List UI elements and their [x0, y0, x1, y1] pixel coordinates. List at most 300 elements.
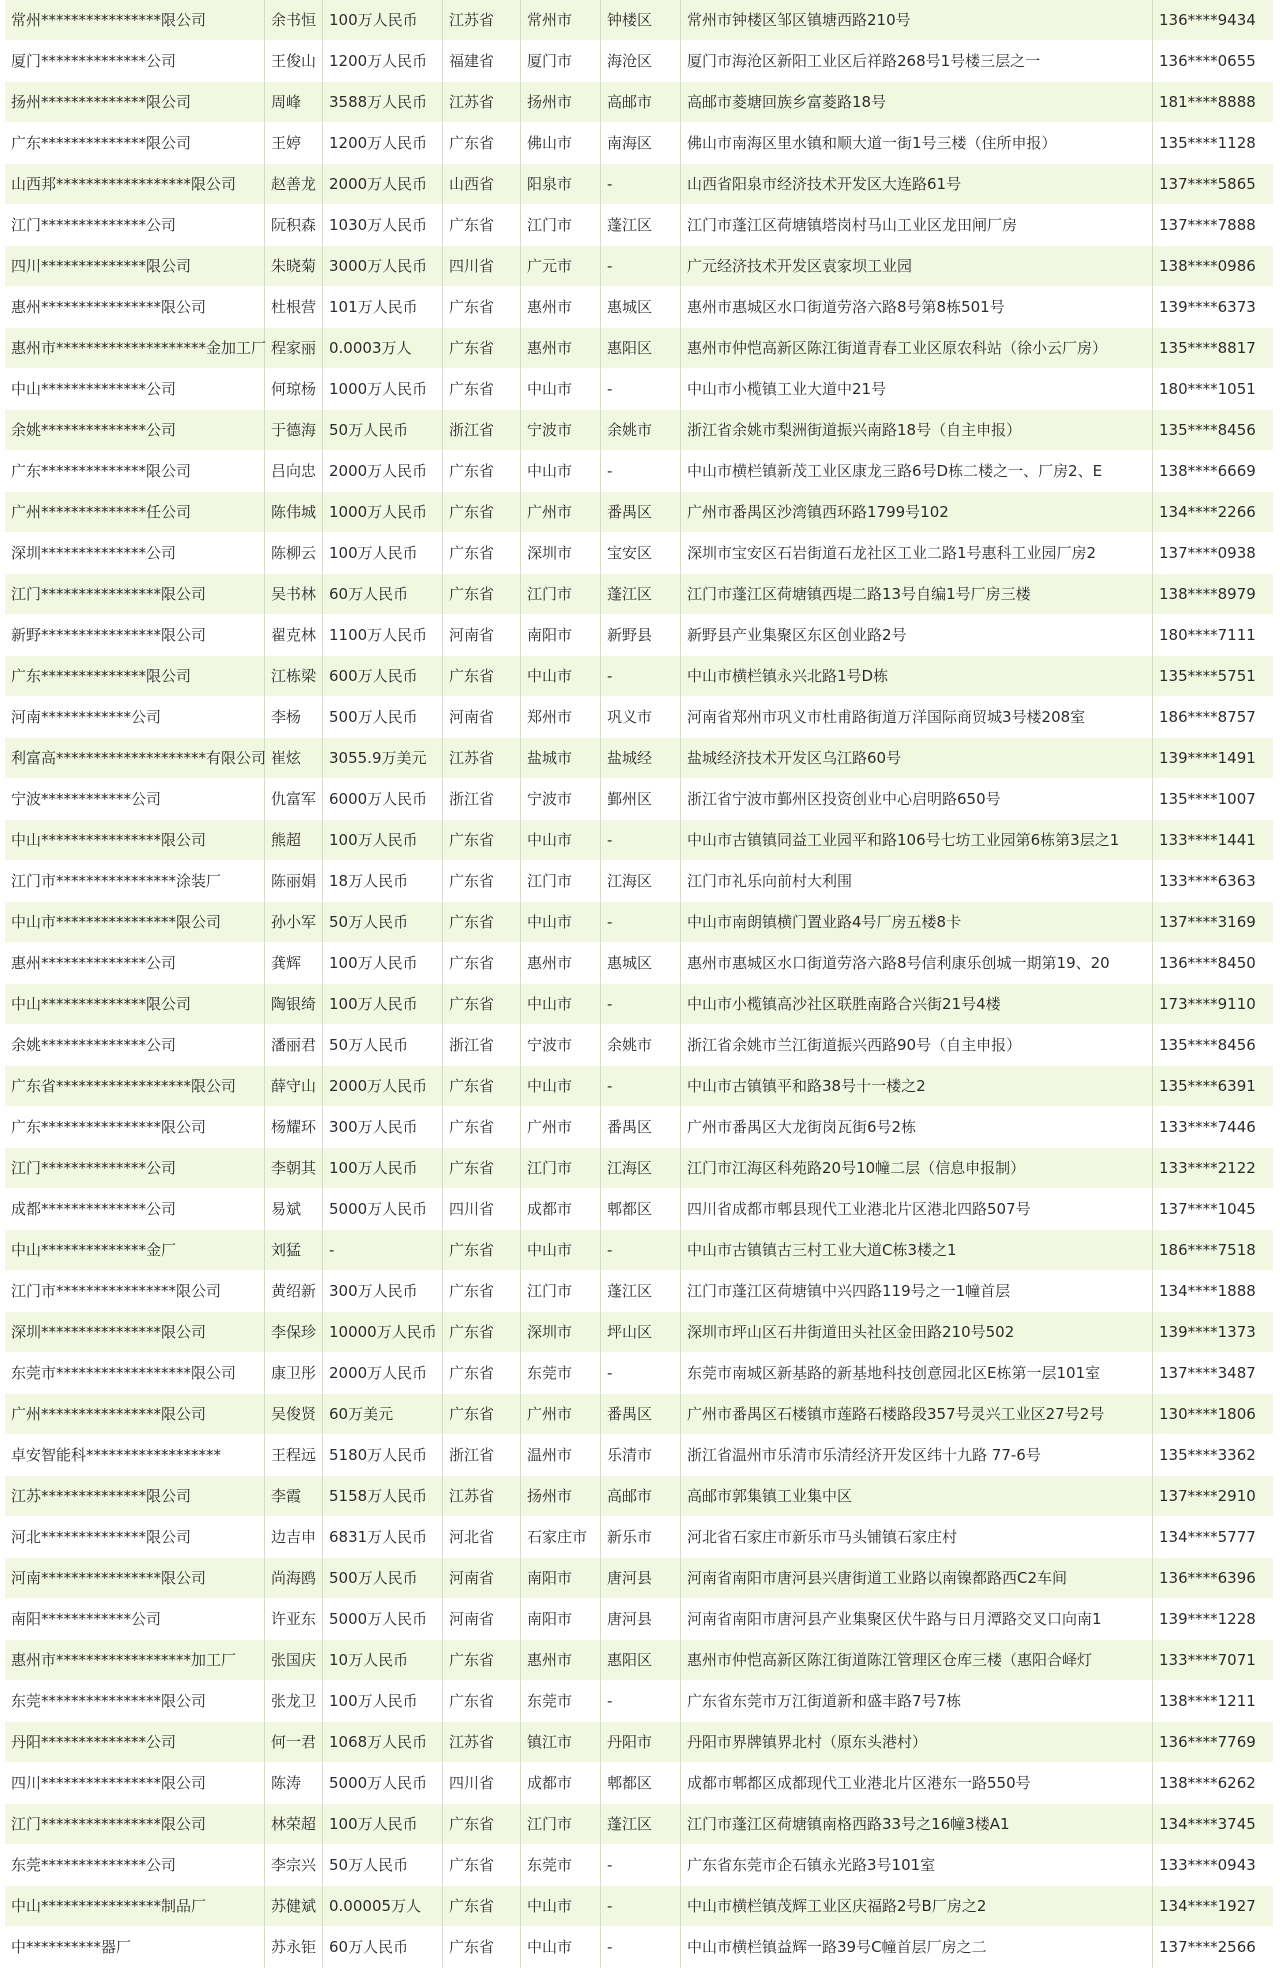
registered-capital-cell: 10000万人民币 — [323, 1312, 443, 1353]
legal-representative-cell: 边吉申 — [265, 1517, 323, 1558]
city-cell: 中山市 — [521, 984, 601, 1025]
phone-cell: 133****0943 — [1153, 1845, 1273, 1886]
phone-cell: 135****1007 — [1153, 779, 1273, 820]
address-cell: 东莞市南城区新基路的新基地科技创意园北区E栋第一层101室 — [681, 1353, 1153, 1394]
registered-capital-cell: 100万人民币 — [323, 984, 443, 1025]
phone-cell: 136****0655 — [1153, 41, 1273, 82]
legal-representative-cell: 张龙卫 — [265, 1681, 323, 1722]
address-cell: 广州市番禺区石楼镇市莲路石楼路段357号灵兴工业区27号2号 — [681, 1394, 1153, 1435]
table-row — [5, 410, 1273, 451]
registered-capital-cell: 6000万人民币 — [323, 779, 443, 820]
company-name-cell: 四川****************限公司 — [5, 1763, 265, 1804]
company-name-cell: 江门**************公司 — [5, 205, 265, 246]
city-cell: 成都市 — [521, 1189, 601, 1230]
registered-capital-cell: 1000万人民币 — [323, 369, 443, 410]
city-cell: 中山市 — [521, 451, 601, 492]
table-row — [5, 41, 1273, 82]
company-name-cell: 余姚**************公司 — [5, 410, 265, 451]
table-row — [5, 1722, 1273, 1763]
company-name-cell: 中山市****************限公司 — [5, 902, 265, 943]
table-row — [5, 615, 1273, 656]
legal-representative-cell: 许亚东 — [265, 1599, 323, 1640]
province-cell: 广东省 — [443, 1230, 521, 1271]
address-cell: 惠州市惠城区水口街道劳洛六路8号信利康乐创城一期第19、20 — [681, 943, 1153, 984]
legal-representative-cell: 龚辉 — [265, 943, 323, 984]
province-cell: 广东省 — [443, 656, 521, 697]
province-cell: 广东省 — [443, 1804, 521, 1845]
city-cell: 深圳市 — [521, 1312, 601, 1353]
table-row — [5, 943, 1273, 984]
phone-cell: 137****5865 — [1153, 164, 1273, 205]
phone-cell: 136****6396 — [1153, 1558, 1273, 1599]
table-row — [5, 1066, 1273, 1107]
registered-capital-cell: 1030万人民币 — [323, 205, 443, 246]
table-row — [5, 1271, 1273, 1312]
table-row — [5, 697, 1273, 738]
district-cell: - — [601, 369, 681, 410]
address-cell: 浙江省余姚市梨洲街道振兴南路18号（自主申报） — [681, 410, 1153, 451]
city-cell: 江门市 — [521, 1148, 601, 1189]
registered-capital-cell: 100万人民币 — [323, 533, 443, 574]
registered-capital-cell: 5158万人民币 — [323, 1476, 443, 1517]
district-cell: - — [601, 984, 681, 1025]
district-cell: 蓬江区 — [601, 205, 681, 246]
address-cell: 山西省阳泉市经济技术开发区大连路61号 — [681, 164, 1153, 205]
province-cell: 广东省 — [443, 1394, 521, 1435]
address-cell: 中山市南朗镇横门置业路4号厂房五楼8卡 — [681, 902, 1153, 943]
company-name-cell: 深圳**************公司 — [5, 533, 265, 574]
company-name-cell: 广东省******************限公司 — [5, 1066, 265, 1107]
phone-cell: 134****5777 — [1153, 1517, 1273, 1558]
company-name-cell: 扬州**************限公司 — [5, 82, 265, 123]
company-name-cell: 南阳************公司 — [5, 1599, 265, 1640]
city-cell: 江门市 — [521, 861, 601, 902]
registered-capital-cell: 0.00005万人 — [323, 1886, 443, 1927]
legal-representative-cell: 易斌 — [265, 1189, 323, 1230]
table-row — [5, 574, 1273, 615]
province-cell: 广东省 — [443, 287, 521, 328]
province-cell: 广东省 — [443, 1066, 521, 1107]
province-cell: 河南省 — [443, 1599, 521, 1640]
company-name-cell: 卓安智能科****************** — [5, 1435, 265, 1476]
district-cell: 盐城经 — [601, 738, 681, 779]
company-name-cell: 成都**************公司 — [5, 1189, 265, 1230]
address-cell: 江门市江海区科苑路20号10幢二层（信息申报制） — [681, 1148, 1153, 1189]
province-cell: 江苏省 — [443, 738, 521, 779]
district-cell: 惠阳区 — [601, 328, 681, 369]
registered-capital-cell: 300万人民币 — [323, 1107, 443, 1148]
address-cell: 中山市横栏镇新茂工业区康龙三路6号D栋二楼之一、厂房2、E — [681, 451, 1153, 492]
province-cell: 江苏省 — [443, 1722, 521, 1763]
province-cell: 广东省 — [443, 533, 521, 574]
address-cell: 中山市横栏镇益辉一路39号C幢首层厂房之二 — [681, 1927, 1153, 1968]
district-cell: 番禺区 — [601, 492, 681, 533]
company-name-cell: 广州**************任公司 — [5, 492, 265, 533]
province-cell: 四川省 — [443, 1763, 521, 1804]
legal-representative-cell: 薛守山 — [265, 1066, 323, 1107]
city-cell: 厦门市 — [521, 41, 601, 82]
address-cell: 河南省南阳市唐河县产业集聚区伏牛路与日月潭路交叉口向南1 — [681, 1599, 1153, 1640]
district-cell: - — [601, 1927, 681, 1968]
legal-representative-cell: 于德海 — [265, 410, 323, 451]
legal-representative-cell: 赵善龙 — [265, 164, 323, 205]
company-name-cell: 江门**************公司 — [5, 1148, 265, 1189]
province-cell: 江苏省 — [443, 82, 521, 123]
address-cell: 河北省石家庄市新乐市马头铺镇石家庄村 — [681, 1517, 1153, 1558]
province-cell: 广东省 — [443, 1271, 521, 1312]
province-cell: 广东省 — [443, 451, 521, 492]
address-cell: 中山市古镇镇古三村工业大道C栋3楼之1 — [681, 1230, 1153, 1271]
city-cell: 广州市 — [521, 1394, 601, 1435]
legal-representative-cell: 阮积森 — [265, 205, 323, 246]
table-row — [5, 328, 1273, 369]
phone-cell: 137****1045 — [1153, 1189, 1273, 1230]
phone-cell: 136****8450 — [1153, 943, 1273, 984]
city-cell: 广州市 — [521, 1107, 601, 1148]
phone-cell: 186****7518 — [1153, 1230, 1273, 1271]
legal-representative-cell: 朱晓菊 — [265, 246, 323, 287]
phone-cell: 134****1927 — [1153, 1886, 1273, 1927]
phone-cell: 135****5751 — [1153, 656, 1273, 697]
address-cell: 中山市横栏镇永兴北路1号D栋 — [681, 656, 1153, 697]
legal-representative-cell: 吴书林 — [265, 574, 323, 615]
company-name-cell: 广东**************限公司 — [5, 451, 265, 492]
company-name-cell: 广东**************限公司 — [5, 656, 265, 697]
address-cell: 常州市钟楼区邹区镇塘西路210号 — [681, 0, 1153, 41]
phone-cell: 138****6262 — [1153, 1763, 1273, 1804]
registered-capital-cell: 2000万人民币 — [323, 164, 443, 205]
address-cell: 广州市番禺区大龙街岗瓦街6号2栋 — [681, 1107, 1153, 1148]
province-cell: 河南省 — [443, 1558, 521, 1599]
city-cell: 盐城市 — [521, 738, 601, 779]
address-cell: 中山市古镇镇平和路38号十一楼之2 — [681, 1066, 1153, 1107]
registered-capital-cell: 1100万人民币 — [323, 615, 443, 656]
province-cell: 广东省 — [443, 492, 521, 533]
city-cell: 东莞市 — [521, 1845, 601, 1886]
phone-cell: 139****1373 — [1153, 1312, 1273, 1353]
table-row — [5, 861, 1273, 902]
company-name-cell: 东莞**************公司 — [5, 1845, 265, 1886]
phone-cell: 136****7769 — [1153, 1722, 1273, 1763]
registered-capital-cell: 50万人民币 — [323, 1025, 443, 1066]
phone-cell: 138****6669 — [1153, 451, 1273, 492]
province-cell: 江苏省 — [443, 0, 521, 41]
registered-capital-cell: 0.0003万人 — [323, 328, 443, 369]
table-row — [5, 451, 1273, 492]
phone-cell: 133****1441 — [1153, 820, 1273, 861]
address-cell: 盐城经济技术开发区乌江路60号 — [681, 738, 1153, 779]
legal-representative-cell: 仇富军 — [265, 779, 323, 820]
phone-cell: 137****0938 — [1153, 533, 1273, 574]
district-cell: 郫都区 — [601, 1763, 681, 1804]
address-cell: 四川省成都市郫县现代工业港北片区港北四路507号 — [681, 1189, 1153, 1230]
province-cell: 浙江省 — [443, 410, 521, 451]
company-name-cell: 广东****************限公司 — [5, 1107, 265, 1148]
province-cell: 广东省 — [443, 574, 521, 615]
legal-representative-cell: 张国庆 — [265, 1640, 323, 1681]
company-name-cell: 江门市****************涂装厂 — [5, 861, 265, 902]
table-row — [5, 1558, 1273, 1599]
district-cell: 唐河县 — [601, 1599, 681, 1640]
district-cell: 新乐市 — [601, 1517, 681, 1558]
address-cell: 成都市郫都区成都现代工业港北片区港东一路550号 — [681, 1763, 1153, 1804]
city-cell: 广元市 — [521, 246, 601, 287]
phone-cell: 186****8757 — [1153, 697, 1273, 738]
company-name-cell: 惠州市********************金加工厂 — [5, 328, 265, 369]
district-cell: - — [601, 1066, 681, 1107]
phone-cell: 133****7071 — [1153, 1640, 1273, 1681]
district-cell: 番禺区 — [601, 1394, 681, 1435]
address-cell: 广元经济技术开发区袁家坝工业园 — [681, 246, 1153, 287]
table-row — [5, 287, 1273, 328]
company-name-cell: 江门****************限公司 — [5, 1804, 265, 1845]
district-cell: 南海区 — [601, 123, 681, 164]
phone-cell: 133****6363 — [1153, 861, 1273, 902]
city-cell: 江门市 — [521, 1271, 601, 1312]
address-cell: 广东省东莞市万江街道新和盛丰路7号7栋 — [681, 1681, 1153, 1722]
phone-cell: 130****1806 — [1153, 1394, 1273, 1435]
registered-capital-cell: 5000万人民币 — [323, 1763, 443, 1804]
province-cell: 福建省 — [443, 41, 521, 82]
phone-cell: 181****8888 — [1153, 82, 1273, 123]
table-row — [5, 1107, 1273, 1148]
city-cell: 中山市 — [521, 1230, 601, 1271]
registered-capital-cell: 50万人民币 — [323, 902, 443, 943]
table-row — [5, 164, 1273, 205]
district-cell: 新野县 — [601, 615, 681, 656]
legal-representative-cell: 李朝其 — [265, 1148, 323, 1189]
district-cell: 余姚市 — [601, 410, 681, 451]
city-cell: 中山市 — [521, 369, 601, 410]
registered-capital-cell: 1068万人民币 — [323, 1722, 443, 1763]
address-cell: 中山市小榄镇高沙社区联胜南路合兴街21号4楼 — [681, 984, 1153, 1025]
city-cell: 南阳市 — [521, 615, 601, 656]
table-row — [5, 1640, 1273, 1681]
legal-representative-cell: 尚海鸥 — [265, 1558, 323, 1599]
company-name-cell: 中山**************公司 — [5, 369, 265, 410]
phone-cell: 133****2122 — [1153, 1148, 1273, 1189]
table-row — [5, 1681, 1273, 1722]
city-cell: 中山市 — [521, 656, 601, 697]
company-table — [5, 0, 1273, 1968]
legal-representative-cell: 程家丽 — [265, 328, 323, 369]
phone-cell: 135****6391 — [1153, 1066, 1273, 1107]
legal-representative-cell: 李霞 — [265, 1476, 323, 1517]
address-cell: 惠州市仲恺高新区陈江街道青春工业区原农科站（徐小云厂房） — [681, 328, 1153, 369]
province-cell: 广东省 — [443, 861, 521, 902]
legal-representative-cell: 陈丽娟 — [265, 861, 323, 902]
table-row — [5, 1353, 1273, 1394]
district-cell: 巩义市 — [601, 697, 681, 738]
table-row — [5, 205, 1273, 246]
city-cell: 惠州市 — [521, 943, 601, 984]
city-cell: 扬州市 — [521, 82, 601, 123]
legal-representative-cell: 黄绍新 — [265, 1271, 323, 1312]
table-row — [5, 492, 1273, 533]
company-name-cell: 惠州市******************加工厂 — [5, 1640, 265, 1681]
city-cell: 郑州市 — [521, 697, 601, 738]
province-cell: 广东省 — [443, 328, 521, 369]
table-row — [5, 738, 1273, 779]
company-name-cell: 广州****************限公司 — [5, 1394, 265, 1435]
phone-cell: 138****8979 — [1153, 574, 1273, 615]
phone-cell: 137****2566 — [1153, 1927, 1273, 1968]
address-cell: 浙江省宁波市鄞州区投资创业中心启明路650号 — [681, 779, 1153, 820]
address-cell: 惠州市仲恺高新区陈江街道陈江管理区仓库三楼（惠阳合峄灯 — [681, 1640, 1153, 1681]
province-cell: 广东省 — [443, 943, 521, 984]
legal-representative-cell: 陈柳云 — [265, 533, 323, 574]
phone-cell: 135****3362 — [1153, 1435, 1273, 1476]
table-row — [5, 246, 1273, 287]
legal-representative-cell: 熊超 — [265, 820, 323, 861]
table-row — [5, 1394, 1273, 1435]
district-cell: - — [601, 1681, 681, 1722]
province-cell: 广东省 — [443, 1927, 521, 1968]
phone-cell: 135****8456 — [1153, 1025, 1273, 1066]
district-cell: 余姚市 — [601, 1025, 681, 1066]
legal-representative-cell: 何琼杨 — [265, 369, 323, 410]
legal-representative-cell: 吕向忠 — [265, 451, 323, 492]
table-row — [5, 820, 1273, 861]
city-cell: 南阳市 — [521, 1599, 601, 1640]
address-cell: 浙江省温州市乐清市乐清经济开发区纬十九路 77-6号 — [681, 1435, 1153, 1476]
phone-cell: 134****3745 — [1153, 1804, 1273, 1845]
district-cell: 惠城区 — [601, 943, 681, 984]
registered-capital-cell: 50万人民币 — [323, 410, 443, 451]
province-cell: 四川省 — [443, 1189, 521, 1230]
district-cell: - — [601, 164, 681, 205]
company-name-cell: 广东**************限公司 — [5, 123, 265, 164]
company-name-cell: 丹阳**************公司 — [5, 1722, 265, 1763]
legal-representative-cell: 苏永钜 — [265, 1927, 323, 1968]
legal-representative-cell: 李保珍 — [265, 1312, 323, 1353]
legal-representative-cell: 何一君 — [265, 1722, 323, 1763]
address-cell: 中山市古镇镇同益工业园平和路106号七坊工业园第6栋第3层之1 — [681, 820, 1153, 861]
district-cell: 丹阳市 — [601, 1722, 681, 1763]
address-cell: 河南省郑州市巩义市杜甫路街道万洋国际商贸城3号楼208室 — [681, 697, 1153, 738]
registered-capital-cell: 100万人民币 — [323, 943, 443, 984]
table-row — [5, 1312, 1273, 1353]
district-cell: - — [601, 820, 681, 861]
province-cell: 广东省 — [443, 1353, 521, 1394]
district-cell: 蓬江区 — [601, 1271, 681, 1312]
table-row — [5, 1804, 1273, 1845]
district-cell: 惠城区 — [601, 287, 681, 328]
registered-capital-cell: 6831万人民币 — [323, 1517, 443, 1558]
legal-representative-cell: 崔炫 — [265, 738, 323, 779]
city-cell: 中山市 — [521, 820, 601, 861]
registered-capital-cell: 5180万人民币 — [323, 1435, 443, 1476]
city-cell: 深圳市 — [521, 533, 601, 574]
address-cell: 江门市蓬江区荷塘镇南格西路33号之16幢3楼A1 — [681, 1804, 1153, 1845]
province-cell: 浙江省 — [443, 779, 521, 820]
city-cell: 阳泉市 — [521, 164, 601, 205]
table-row — [5, 1025, 1273, 1066]
phone-cell: 135****8817 — [1153, 328, 1273, 369]
phone-cell: 135****1128 — [1153, 123, 1273, 164]
legal-representative-cell: 李杨 — [265, 697, 323, 738]
company-name-cell: 惠州**************公司 — [5, 943, 265, 984]
table-row — [5, 779, 1273, 820]
registered-capital-cell: 101万人民币 — [323, 287, 443, 328]
legal-representative-cell: 王俊山 — [265, 41, 323, 82]
table-row — [5, 1476, 1273, 1517]
district-cell: - — [601, 451, 681, 492]
registered-capital-cell: 3000万人民币 — [323, 246, 443, 287]
registered-capital-cell: 2000万人民币 — [323, 1353, 443, 1394]
table-row — [5, 1845, 1273, 1886]
phone-cell: 138****1211 — [1153, 1681, 1273, 1722]
table-row — [5, 656, 1273, 697]
registered-capital-cell: 100万人民币 — [323, 1148, 443, 1189]
district-cell: 江海区 — [601, 1148, 681, 1189]
phone-cell: 134****1888 — [1153, 1271, 1273, 1312]
company-name-cell: 江门市****************限公司 — [5, 1271, 265, 1312]
province-cell: 广东省 — [443, 902, 521, 943]
city-cell: 宁波市 — [521, 1025, 601, 1066]
city-cell: 惠州市 — [521, 287, 601, 328]
province-cell: 四川省 — [443, 246, 521, 287]
phone-cell: 180****7111 — [1153, 615, 1273, 656]
legal-representative-cell: 周峰 — [265, 82, 323, 123]
table-row — [5, 1148, 1273, 1189]
company-name-cell: 余姚**************公司 — [5, 1025, 265, 1066]
district-cell: 蓬江区 — [601, 1804, 681, 1845]
city-cell: 佛山市 — [521, 123, 601, 164]
registered-capital-cell: 2000万人民币 — [323, 1066, 443, 1107]
district-cell: 蓬江区 — [601, 574, 681, 615]
registered-capital-cell: 1200万人民币 — [323, 123, 443, 164]
company-name-cell: 中**********器厂 — [5, 1927, 265, 1968]
company-name-cell: 利富高********************有限公司 — [5, 738, 265, 779]
registered-capital-cell: 60万美元 — [323, 1394, 443, 1435]
registered-capital-cell: 100万人民币 — [323, 1681, 443, 1722]
province-cell: 广东省 — [443, 1640, 521, 1681]
province-cell: 河南省 — [443, 697, 521, 738]
address-cell: 广州市番禺区沙湾镇西环路1799号102 — [681, 492, 1153, 533]
address-cell: 新野县产业集聚区东区创业路2号 — [681, 615, 1153, 656]
table-row — [5, 533, 1273, 574]
company-name-cell: 中山**************金厂 — [5, 1230, 265, 1271]
registered-capital-cell: 50万人民币 — [323, 1845, 443, 1886]
district-cell: 宝安区 — [601, 533, 681, 574]
province-cell: 河南省 — [443, 615, 521, 656]
province-cell: 广东省 — [443, 1107, 521, 1148]
phone-cell: 134****2266 — [1153, 492, 1273, 533]
address-cell: 高邮市郭集镇工业集中区 — [681, 1476, 1153, 1517]
province-cell: 山西省 — [443, 164, 521, 205]
legal-representative-cell: 陶银绮 — [265, 984, 323, 1025]
address-cell: 河南省南阳市唐河县兴唐街道工业路以南镍都路西C2车间 — [681, 1558, 1153, 1599]
city-cell: 中山市 — [521, 1927, 601, 1968]
table-row — [5, 1599, 1273, 1640]
company-name-cell: 宁波************公司 — [5, 779, 265, 820]
address-cell: 中山市小榄镇工业大道中21号 — [681, 369, 1153, 410]
legal-representative-cell: 江栋梁 — [265, 656, 323, 697]
table-row — [5, 82, 1273, 123]
legal-representative-cell: 苏健斌 — [265, 1886, 323, 1927]
city-cell: 东莞市 — [521, 1353, 601, 1394]
city-cell: 镇江市 — [521, 1722, 601, 1763]
province-cell: 广东省 — [443, 205, 521, 246]
company-name-cell: 中山****************制品厂 — [5, 1886, 265, 1927]
company-name-cell: 河南****************限公司 — [5, 1558, 265, 1599]
legal-representative-cell: 杨耀环 — [265, 1107, 323, 1148]
registered-capital-cell: 5000万人民币 — [323, 1599, 443, 1640]
district-cell: - — [601, 1230, 681, 1271]
phone-cell: 139****1491 — [1153, 738, 1273, 779]
province-cell: 浙江省 — [443, 1435, 521, 1476]
